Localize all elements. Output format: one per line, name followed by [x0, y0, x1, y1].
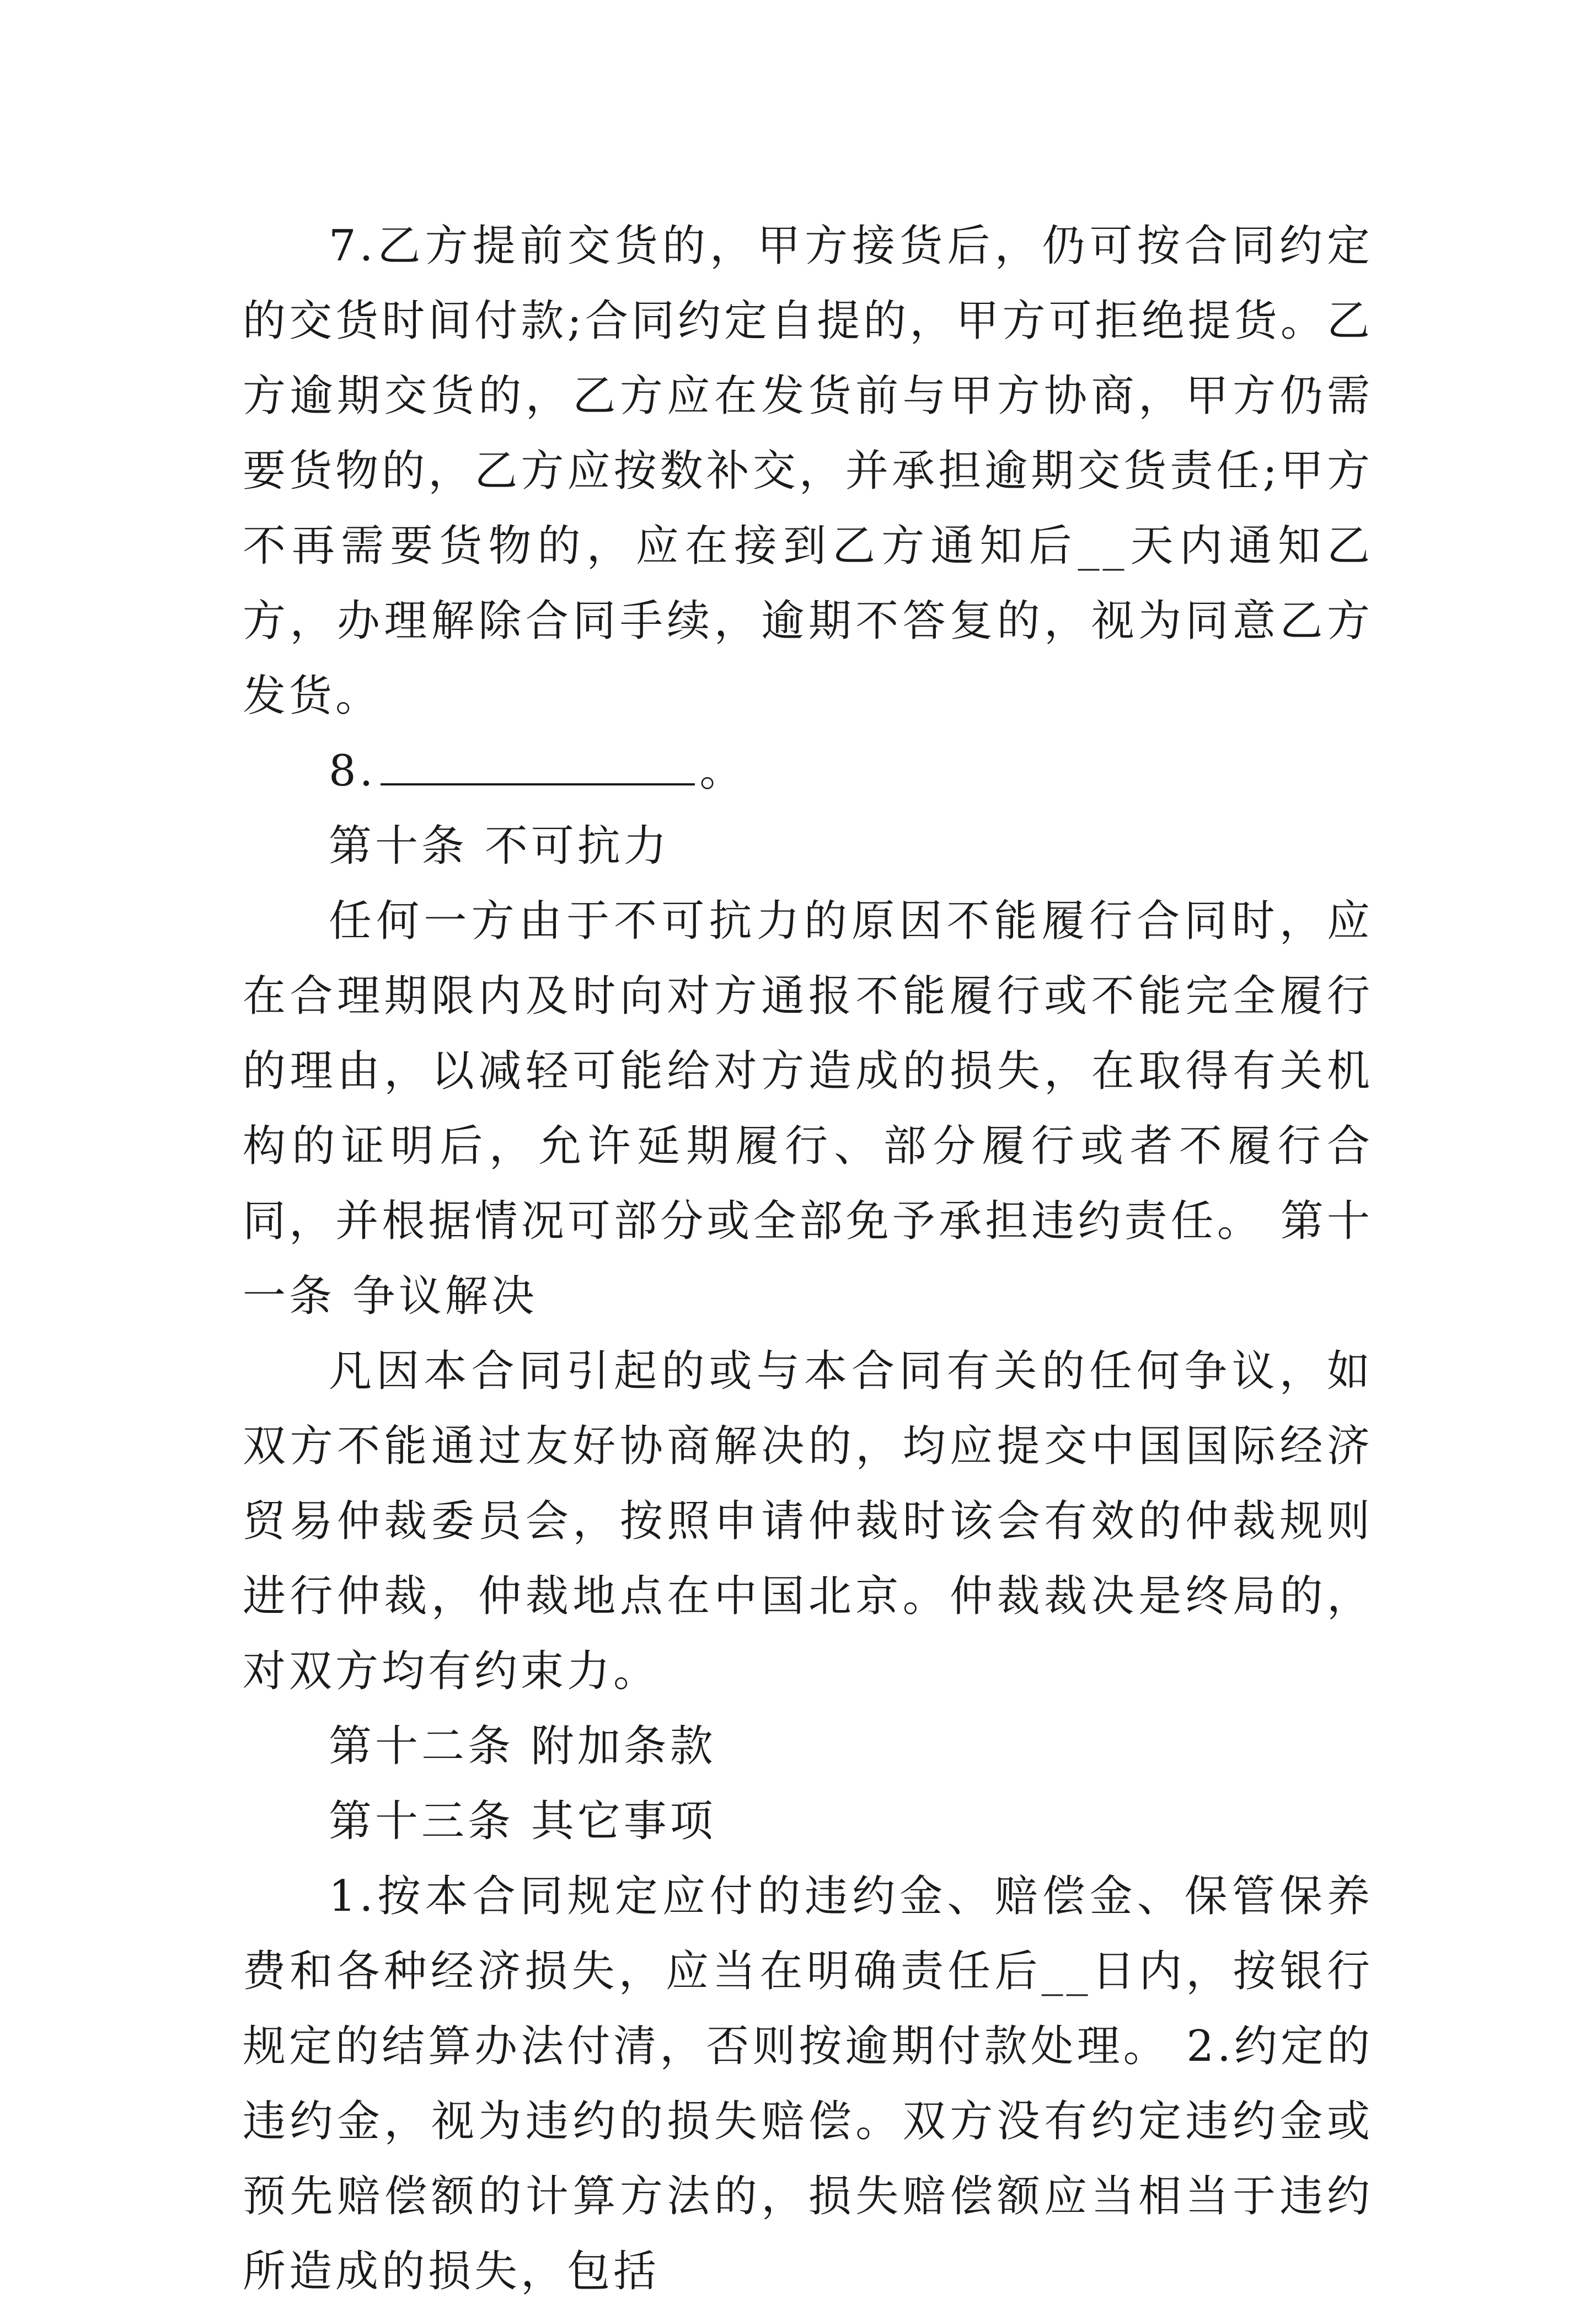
paragraph-other-matters: 1.按本合同规定应付的违约金、赔偿金、保管保养费和各种经济损失，应当在明确责任后__日内，按银行规定的结算办法付清，否则按逾期付款处理。 2.约定的违约金，视为违约的损失赔偿。双方没有约定违约金或预先赔偿额的计算方法的，损失赔偿额应当相当于违约所造成的损失，包括 — [243, 1872, 1373, 2296]
paragraph-dispute-resolution: 凡因本合同引起的或与本合同有关的任何争议，如双方不能通过友好协商解决的，均应提交中国国际经济贸易仲裁委员会，按照申请仲裁时该会有效的仲裁规则进行仲裁，仲裁地点在中国北京。仲裁裁决是终局的，对双方均有约束力。 — [243, 1346, 1373, 1696]
document-body — [243, 209, 1373, 2309]
fill-in-blank-line — [381, 745, 695, 785]
clause-8-end-mark: 。 — [699, 746, 746, 796]
paragraph-clause-8 — [243, 734, 1373, 809]
heading-article-13: 第十三条 其它事项 — [329, 1797, 716, 1846]
heading-article-10: 第十条 不可抗力 — [329, 821, 670, 871]
clause-8-number: 8. — [329, 746, 377, 796]
paragraph-force-majeure: 任何一方由于不可抗力的原因不能履行合同时，应在合理期限内及时向对方通报不能履行或不能完全履行的理由，以减轻可能给对方造成的损失，在取得有关机构的证明后，允许延期履行、部分履行或者不履行合同，并根据情况可部分或全部免予承担违约责任。 第十一条 争议解决 — [243, 896, 1373, 1321]
paragraph-clause-7: 7.乙方提前交货的，甲方接货后，仍可按合同约定的交货时间付款;合同约定自提的，甲方可拒绝提货。乙方逾期交货的，乙方应在发货前与甲方协商，甲方仍需要货物的，乙方应按数补交，并承担逾期交货责任;甲方不再需要货物的，应在接到乙方通知后__天内通知乙方，办理解除合同手续，逾期不答复的，视为同意乙方发货。 — [243, 221, 1373, 721]
heading-article-12: 第十二条 附加条款 — [329, 1722, 716, 1771]
